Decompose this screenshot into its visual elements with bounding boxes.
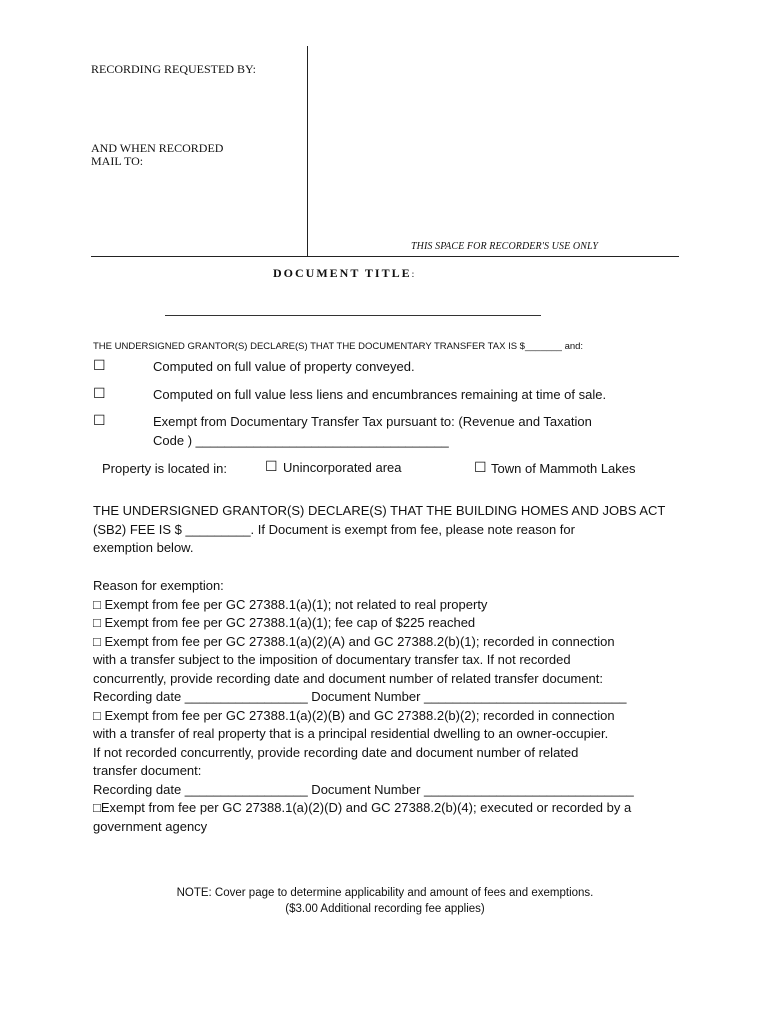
unincorporated-checkbox[interactable]: ☐ xyxy=(265,458,278,474)
note-line: ($3.00 Additional recording fee applies) xyxy=(285,903,485,915)
mammoth-lakes-checkbox[interactable]: ☐ xyxy=(474,459,487,475)
header-vertical-divider xyxy=(307,46,308,256)
document-title-colon: : xyxy=(411,270,415,280)
exemption-line: transfer document: xyxy=(93,763,202,778)
exemption-line: with a transfer of real property that is a principal residential dwelling to an owner-occupier. xyxy=(93,726,609,741)
exemption-line: □ Exempt from fee per GC 27388.1(a)(1); fee cap of $225 reached xyxy=(93,615,476,630)
note-line: NOTE: Cover page to determine applicability and amount of fees and exemptions. xyxy=(176,887,594,899)
document-title-field[interactable] xyxy=(165,315,541,316)
mammoth-lakes-label: Town of Mammoth Lakes xyxy=(491,461,636,476)
exemption-line: □ Exempt from fee per GC 27388.1(a)(2)(A) and GC 27388.2(b)(1); recorded in connection xyxy=(93,633,615,649)
transfer-tax-declaration: THE UNDERSIGNED GRANTOR(S) DECLARE(S) THAT THE DOCUMENTARY TRANSFER TAX IS $_______ and: xyxy=(93,341,584,352)
document-title-text: DOCUMENT TITLE xyxy=(273,266,412,280)
option3-checkbox[interactable]: ☐ xyxy=(93,412,106,428)
exemption-line: government agency xyxy=(93,818,208,834)
document-title-heading xyxy=(273,264,414,282)
option3-label-line1: Exempt from Documentary Transfer Tax pursuant to: (Revenue and Taxation xyxy=(153,414,592,429)
unincorporated-label: Unincorporated area xyxy=(283,460,402,475)
sb2-fee-declaration xyxy=(93,502,683,558)
exemption-line: concurrently, provide recording date and document number of related transfer document: xyxy=(93,670,603,686)
exemption-line: □ Exempt from fee per GC 27388.1(a)(2)(B) and GC 27388.2(b)(2); recorded in connection xyxy=(93,707,615,723)
exemption-line: Recording date _________________ Document Number ____________________________ xyxy=(93,689,627,704)
recording-requested-by-label: RECORDING REQUESTED BY: xyxy=(91,62,256,76)
sb2-line: (SB2) FEE IS $ _________. If Document is exempt from fee, please note reason for xyxy=(93,521,575,537)
cover-page-note xyxy=(85,885,685,917)
option2-label: Computed on full value less liens and encumbrances remaining at time of sale. xyxy=(153,387,607,402)
option2-checkbox[interactable]: ☐ xyxy=(93,385,106,401)
sb2-line: exemption below. xyxy=(93,540,194,555)
mail-to-label: MAIL TO: xyxy=(91,154,144,168)
exemption-line: □ Exempt from fee per GC 27388.1(a)(1); not related to real property xyxy=(93,596,488,612)
property-location-label: Property is located in: xyxy=(102,461,228,476)
exemption-reasons xyxy=(93,577,683,836)
exemption-line: Recording date _________________ Document Number _____________________________ xyxy=(93,781,634,797)
when-recorded-label: AND WHEN RECORDED xyxy=(91,141,224,155)
exemption-heading: Reason for exemption: xyxy=(93,578,224,593)
header-horizontal-divider xyxy=(91,256,679,257)
exemption-line: with a transfer subject to the imposition of documentary transfer tax. If not recorded xyxy=(93,652,571,667)
option3-label-line2: Code ) ___________________________________ xyxy=(153,433,449,448)
option1-checkbox[interactable]: ☐ xyxy=(93,357,106,373)
option1-label: Computed on full value of property conveyed. xyxy=(153,359,415,374)
exemption-line: If not recorded concurrently, provide recording date and document number of related xyxy=(93,744,579,760)
sb2-line: THE UNDERSIGNED GRANTOR(S) DECLARE(S) THAT THE BUILDING HOMES AND JOBS ACT xyxy=(93,503,666,518)
exemption-line: □Exempt from fee per GC 27388.1(a)(2)(D) and GC 27388.2(b)(4); executed or recorded by a xyxy=(93,800,632,815)
recorder-space-label: THIS SPACE FOR RECORDER'S USE ONLY xyxy=(411,241,599,252)
